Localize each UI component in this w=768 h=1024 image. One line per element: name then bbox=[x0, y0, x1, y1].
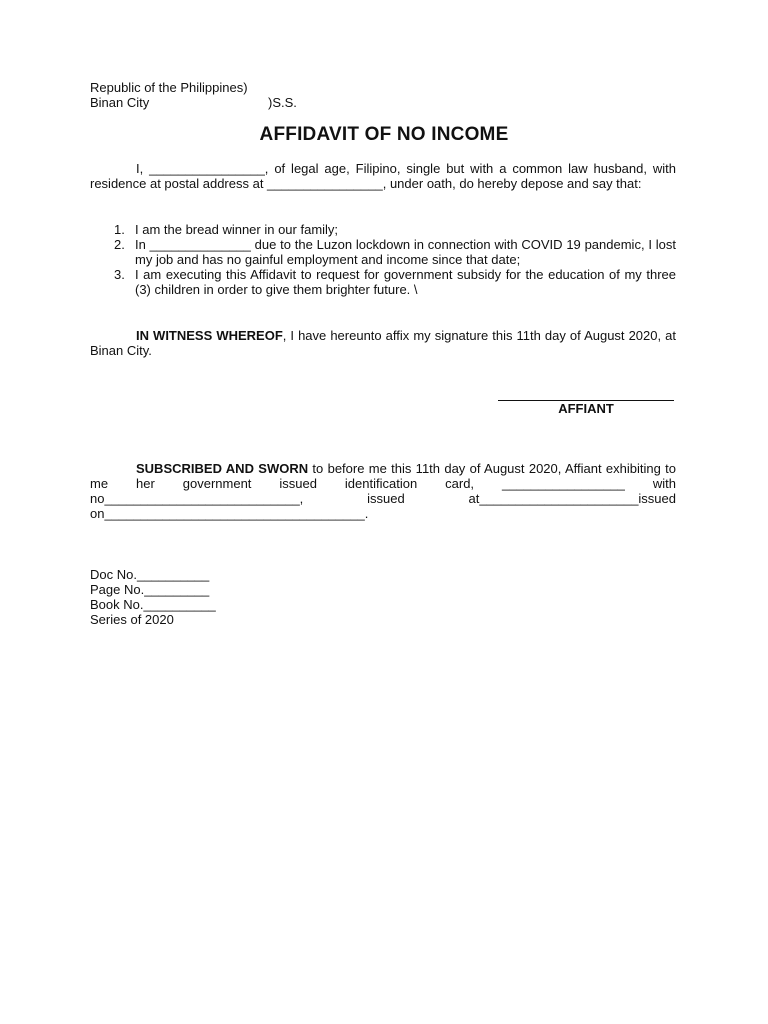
statement-item bbox=[90, 237, 676, 267]
statement-item bbox=[90, 222, 676, 237]
intro-paragraph: I, ________________, of legal age, Filipino, single but with a common law husband, with residence at postal address at ________________, under oath, do hereby depose and say that: bbox=[90, 161, 676, 191]
affiant-label: AFFIANT bbox=[558, 401, 614, 416]
statement-text: In ______________ due to the Luzon lockdown in connection with COVID 19 pandemic, I lost my job and has no gainful employment and income since that date; bbox=[135, 237, 676, 267]
doc-number: Doc No.__________ bbox=[90, 567, 210, 582]
venue-city: Binan City bbox=[90, 95, 150, 110]
signature-block bbox=[498, 388, 674, 416]
jurat-paragraph bbox=[90, 461, 676, 521]
statement-list bbox=[90, 222, 676, 297]
venue-line-republic: Republic of the Philippines) bbox=[90, 80, 248, 95]
statement-number: 3. bbox=[114, 267, 125, 282]
book-number: Book No.__________ bbox=[90, 597, 216, 612]
jurat-heading: SUBSCRIBED AND SWORN bbox=[136, 461, 309, 476]
jurat-text: to before me this 11th day of August 2020, Affiant exhibiting to me her government issued identification card, _________________ with no___________________________, issued at______________________issued on____________________________________. bbox=[90, 461, 676, 521]
venue-ss: )S.S. bbox=[268, 95, 297, 110]
venue-block bbox=[90, 80, 390, 110]
statement-text: I am the bread winner in our family; bbox=[135, 222, 339, 237]
witness-heading: IN WITNESS WHEREOF bbox=[136, 328, 283, 343]
signature-line bbox=[498, 388, 674, 401]
page-number: Page No._________ bbox=[90, 582, 210, 597]
series-year: Series of 2020 bbox=[90, 612, 174, 627]
venue-line-city bbox=[90, 95, 390, 110]
document-title: AFFIDAVIT OF NO INCOME bbox=[259, 124, 509, 145]
notarial-register-block bbox=[90, 567, 390, 627]
statement-number: 1. bbox=[114, 222, 125, 237]
statement-text: I am executing this Affidavit to request for government subsidy for the education of my three (3) children in order to give them brighter future. \ bbox=[135, 267, 676, 297]
witness-text: , I have hereunto affix my signature this 11th day of August 2020, at Binan City. bbox=[90, 328, 676, 358]
statement-number: 2. bbox=[114, 237, 125, 252]
witness-paragraph bbox=[90, 328, 676, 358]
statement-item bbox=[90, 267, 676, 297]
